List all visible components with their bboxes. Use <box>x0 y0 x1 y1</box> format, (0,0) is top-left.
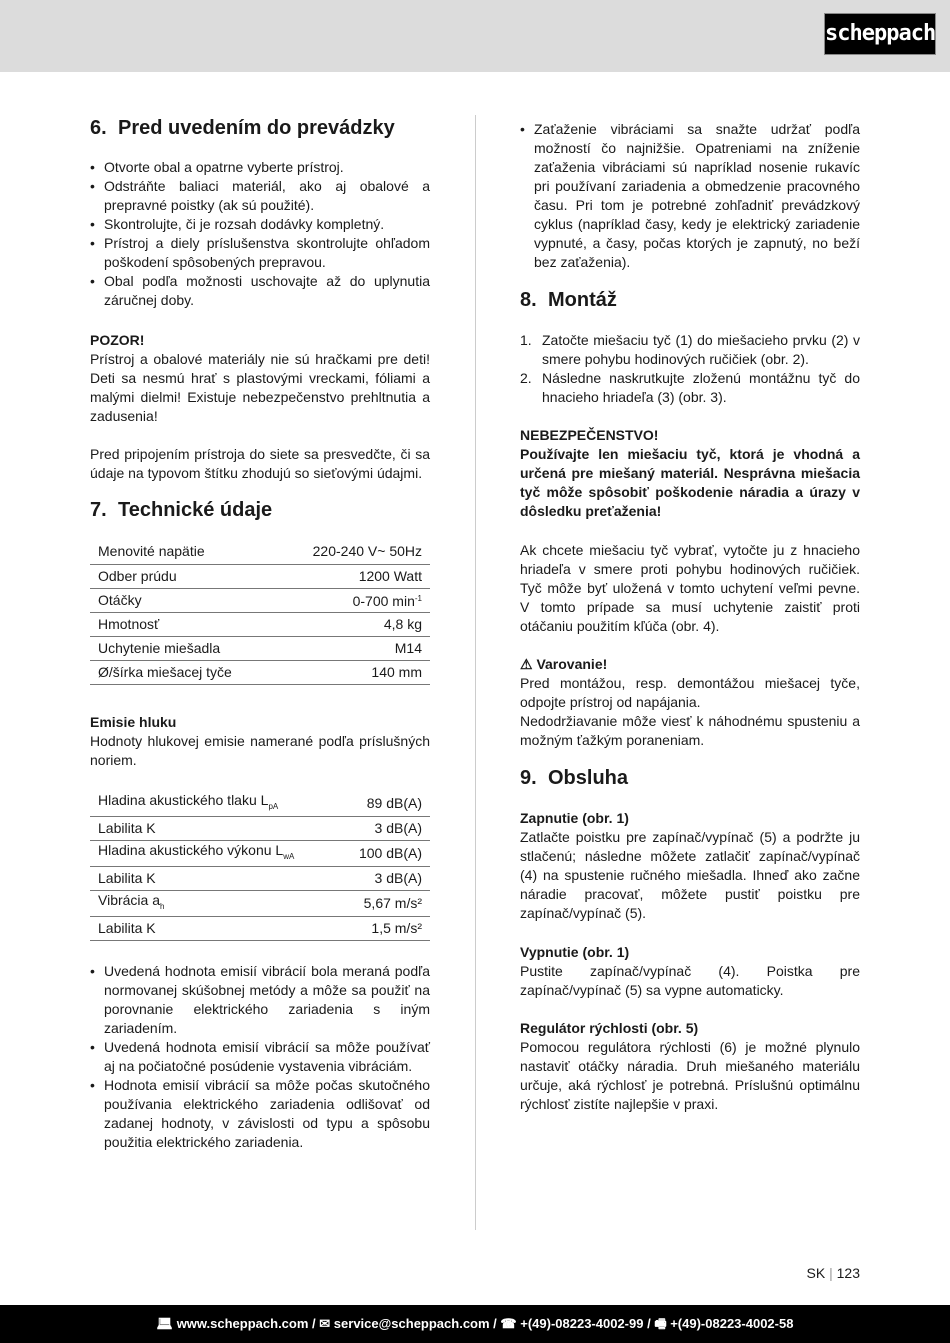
vibration-list <box>90 962 430 1152</box>
noise-label-subscript: h <box>160 902 165 911</box>
noise-value: 100 dB(A) <box>338 841 430 867</box>
table-row <box>90 660 430 684</box>
table-row <box>90 841 430 867</box>
list-item: 1. Zatočte miešaciu tyč (1) do miešacieho prvku (2) v smere pohybu hodinových ručičiek (obr. 2). <box>520 332 860 367</box>
speed-section <box>520 1019 860 1114</box>
table-row <box>90 612 430 636</box>
noise-label-text: Labilita K <box>98 870 156 886</box>
assembly-steps <box>520 331 860 407</box>
table-row <box>90 588 430 612</box>
tech-data-table <box>90 540 430 685</box>
spec-value <box>275 636 430 660</box>
noise-value: 89 dB(A) <box>338 791 430 817</box>
power-note: Pred pripojením prístroja do siete sa presvedčte, či sa údaje na typovom štítku zhodujú so sieťovými údajmi. <box>90 446 430 481</box>
noise-label-subscript: wA <box>283 852 295 861</box>
noise-label <box>90 841 338 867</box>
spec-label: Ø/šírka miešacej tyče <box>90 660 275 684</box>
noise-value: 1,5 m/s² <box>338 917 430 941</box>
noise-label <box>90 867 338 891</box>
spec-value <box>275 612 430 636</box>
list-item: • Hodnota emisií vibrácií sa môže počas skutočného používania elektrického zariadenia odlišovať od zadanej hodnoty, v závislosti od typu a spôsobu použitia elektrického zariadenia. <box>90 1076 430 1152</box>
table-row <box>90 791 430 817</box>
spec-value <box>275 540 430 564</box>
fax-number: +(49)-08223-4002-58 <box>670 1316 794 1331</box>
spec-value-text: 220-240 V~ 50Hz <box>312 543 422 560</box>
spec-value-text: 140 mm <box>371 663 422 680</box>
list-item: • Obal podľa možnosti uschovajte až do uplynutia záručnej doby. <box>90 272 430 310</box>
table-row <box>90 817 430 841</box>
spec-label: Odber prúdu <box>90 564 275 588</box>
spec-value <box>275 588 430 612</box>
footer-bar: 💻︎ www.scheppach.com / ✉ service@scheppach.com / ☎ +(49)-08223-4002-99 / 🖷︎ +(49)-08223-4002-58 <box>0 1305 950 1343</box>
list-item: • Otvorte obal a opatrne vyberte prístroj. <box>90 158 430 177</box>
list-item: • Uvedená hodnota emisií vibrácií bola meraná podľa normovanej skúšobnej metódy a môže sa použiť na porovnanie elektrického zariadenia s iným zariadením. <box>90 962 430 1038</box>
page-number: SK | 123 <box>806 1265 860 1281</box>
computer-icon: 💻︎ <box>156 1316 174 1331</box>
list-item: • Uvedená hodnota emisií vibrácií sa môže používať aj na počiatočné posúdenie vystavenia vibráciám. <box>90 1038 430 1076</box>
spec-value-text: 4,8 kg <box>383 615 422 632</box>
table-row <box>90 917 430 941</box>
noise-label-text: Labilita K <box>98 820 156 836</box>
spec-value-text: 1200 Watt <box>358 567 422 584</box>
phone-number: +(49)-08223-4002-99 <box>520 1316 644 1331</box>
list-item: • Zaťaženie vibráciami sa snažte udržať podľa možností čo najnižšie. Opatreniami na zníženie zaťaženia vibráciami sú napríklad nosenie rukavíc pri používaní zariadenia a obmedzenie pracovného času. Pri tom je potrebné zohľadniť prevádzkový cyklus (napríklad časy, kedy je elektrický zariadenie vypnuté, a časy, počas ktorých je zapnutý, no beží bez zaťaženia). <box>520 120 860 272</box>
website-link[interactable]: www.scheppach.com <box>176 1316 309 1331</box>
spec-label: Hmotnosť <box>90 612 275 636</box>
noise-label-text: Labilita K <box>98 920 156 936</box>
danger-notice <box>520 426 860 521</box>
speed-text: Pomocou regulátora rýchlosti (6) je možné plynulo nastaviť otáčky náradia. Druh miešaného materiálu určuje, aká rýchlosť je potrebná. Príslušnú optimálnu rýchlosť zistíte najlepšie v praxi. <box>520 1039 860 1112</box>
phone-icon: ☎ <box>500 1316 517 1331</box>
spec-label: Menovité napätie <box>90 540 275 564</box>
table-row <box>90 540 430 564</box>
noise-title: Emisie hluku <box>90 714 177 730</box>
switch-off-title: Vypnutie (obr. 1) <box>520 944 630 960</box>
pozor-notice <box>90 331 430 426</box>
noise-label-text: Vibrácia a <box>98 892 161 908</box>
section-8-heading: 8. Montáž <box>520 289 617 311</box>
switch-on-text: Zatlačte poistku pre zapínač/vypínač (5) a podržte ju stlačenú; následne môžete zatlačiť zapínač/vypínač (4) na spustenie ručného miešadla. Ihneď ako začne náradie pracovať, môžete pustiť poistku pre zapínač/vypínač (5). <box>520 829 860 921</box>
table-row <box>90 636 430 660</box>
scheppach-logo: scheppach <box>824 13 936 55</box>
list-item: • Skontrolujte, či je rozsah dodávky kompletný. <box>90 215 430 234</box>
warning-text: Pred montážou, resp. demontážou miešacej tyče, odpojte prístroj od napájania. <box>520 675 860 710</box>
spec-label: Otáčky <box>90 588 275 612</box>
noise-label <box>90 817 338 841</box>
list-item: 2. Následne naskrutkujte zloženú montážnu tyč do hnacieho hriadeľa (3) (obr. 3). <box>520 370 860 405</box>
spec-value-text: M14 <box>394 639 422 656</box>
remove-text: Ak chcete miešaciu tyč vybrať, vytočte ju z hnacieho hriadeľa v smere proti pohybu hodinových ručičiek. Tyč môže byť uložená v tomto uchytení veľmi pevne. V tomto prípade sa musí uchytenie zaistiť proti otáčaniu použitím kľúča (obr. 4). <box>520 542 860 634</box>
danger-title: NEBEZPEČENSTVO! <box>520 427 659 443</box>
switch-off-text: Pustite zapínač/vypínač (4). Poistka pre zapínač/vypínač (5) sa vypne automaticky. <box>520 963 860 998</box>
warning-text: Nedodržiavanie môže viesť k náhodnému spusteniu a možným ťažkým poraneniam. <box>520 713 860 748</box>
mail-icon: ✉ <box>319 1316 331 1331</box>
noise-label <box>90 917 338 941</box>
pozor-title: POZOR! <box>90 332 145 348</box>
spec-label: Uchytenie miešadla <box>90 636 275 660</box>
noise-label <box>90 791 338 817</box>
noise-label-text: Hladina akustického výkonu L <box>98 842 284 858</box>
warning-notice <box>520 655 860 750</box>
column-divider <box>475 115 476 1230</box>
noise-table <box>90 791 430 941</box>
noise-value: 5,67 m/s² <box>338 891 430 917</box>
warning-title: Varovanie! <box>536 656 608 672</box>
switch-on-section <box>520 809 860 923</box>
noise-text: Hodnoty hlukovej emisie namerané podľa príslušných noriem. <box>90 733 430 768</box>
table-row <box>90 891 430 917</box>
email-link[interactable]: service@scheppach.com <box>333 1316 490 1331</box>
spec-value <box>275 564 430 588</box>
noise-label-text: Hladina akustického tlaku L <box>98 792 269 808</box>
switch-off-section <box>520 943 860 1000</box>
pozor-text: Prístroj a obalové materiály nie sú hračkami pre deti! Deti sa nesmú hrať s plastovými vreckami, fóliami a malými dielmi! Existuje nebezpečenstvo prehltnutia a zadusenia! <box>90 351 430 424</box>
list-item: • Prístroj a diely príslušenstva skontrolujte ohľadom poškodení spôsobených prepravou. <box>90 234 430 272</box>
table-row <box>90 564 430 588</box>
list-item: • Odstráňte baliaci materiál, ako aj obalové a prepravné poistky (ak sú použité). <box>90 177 430 215</box>
unpacking-list <box>90 158 430 310</box>
spec-value <box>275 660 430 684</box>
noise-label-subscript: pA <box>268 802 279 811</box>
fax-icon: 🖷︎ <box>654 1316 667 1331</box>
noise-label <box>90 891 338 917</box>
noise-value: 3 dB(A) <box>338 817 430 841</box>
spec-value-exponent: -1 <box>414 594 422 603</box>
vibration-list-cont <box>520 120 860 272</box>
table-row <box>90 867 430 891</box>
switch-on-title: Zapnutie (obr. 1) <box>520 810 629 826</box>
speed-title: Regulátor rýchlosti (obr. 5) <box>520 1020 699 1036</box>
header-band <box>0 0 950 72</box>
section-6-heading: 6. Pred uvedením do prevádzky <box>90 117 395 139</box>
noise-section <box>90 713 430 770</box>
noise-value: 3 dB(A) <box>338 867 430 891</box>
danger-text: Používajte len miešaciu tyč, ktorá je vhodná a určená pre miešaný materiál. Nesprávna miešacia tyč môže spôsobiť poškodenie náradia a úrazy v dôsledku preťaženia! <box>520 446 860 519</box>
spec-value-text: 0-700 min <box>352 593 415 609</box>
section-7-heading: 7. Technické údaje <box>90 499 273 521</box>
warning-icon: ⚠ <box>520 656 533 672</box>
section-9-heading: 9. Obsluha <box>520 767 629 789</box>
